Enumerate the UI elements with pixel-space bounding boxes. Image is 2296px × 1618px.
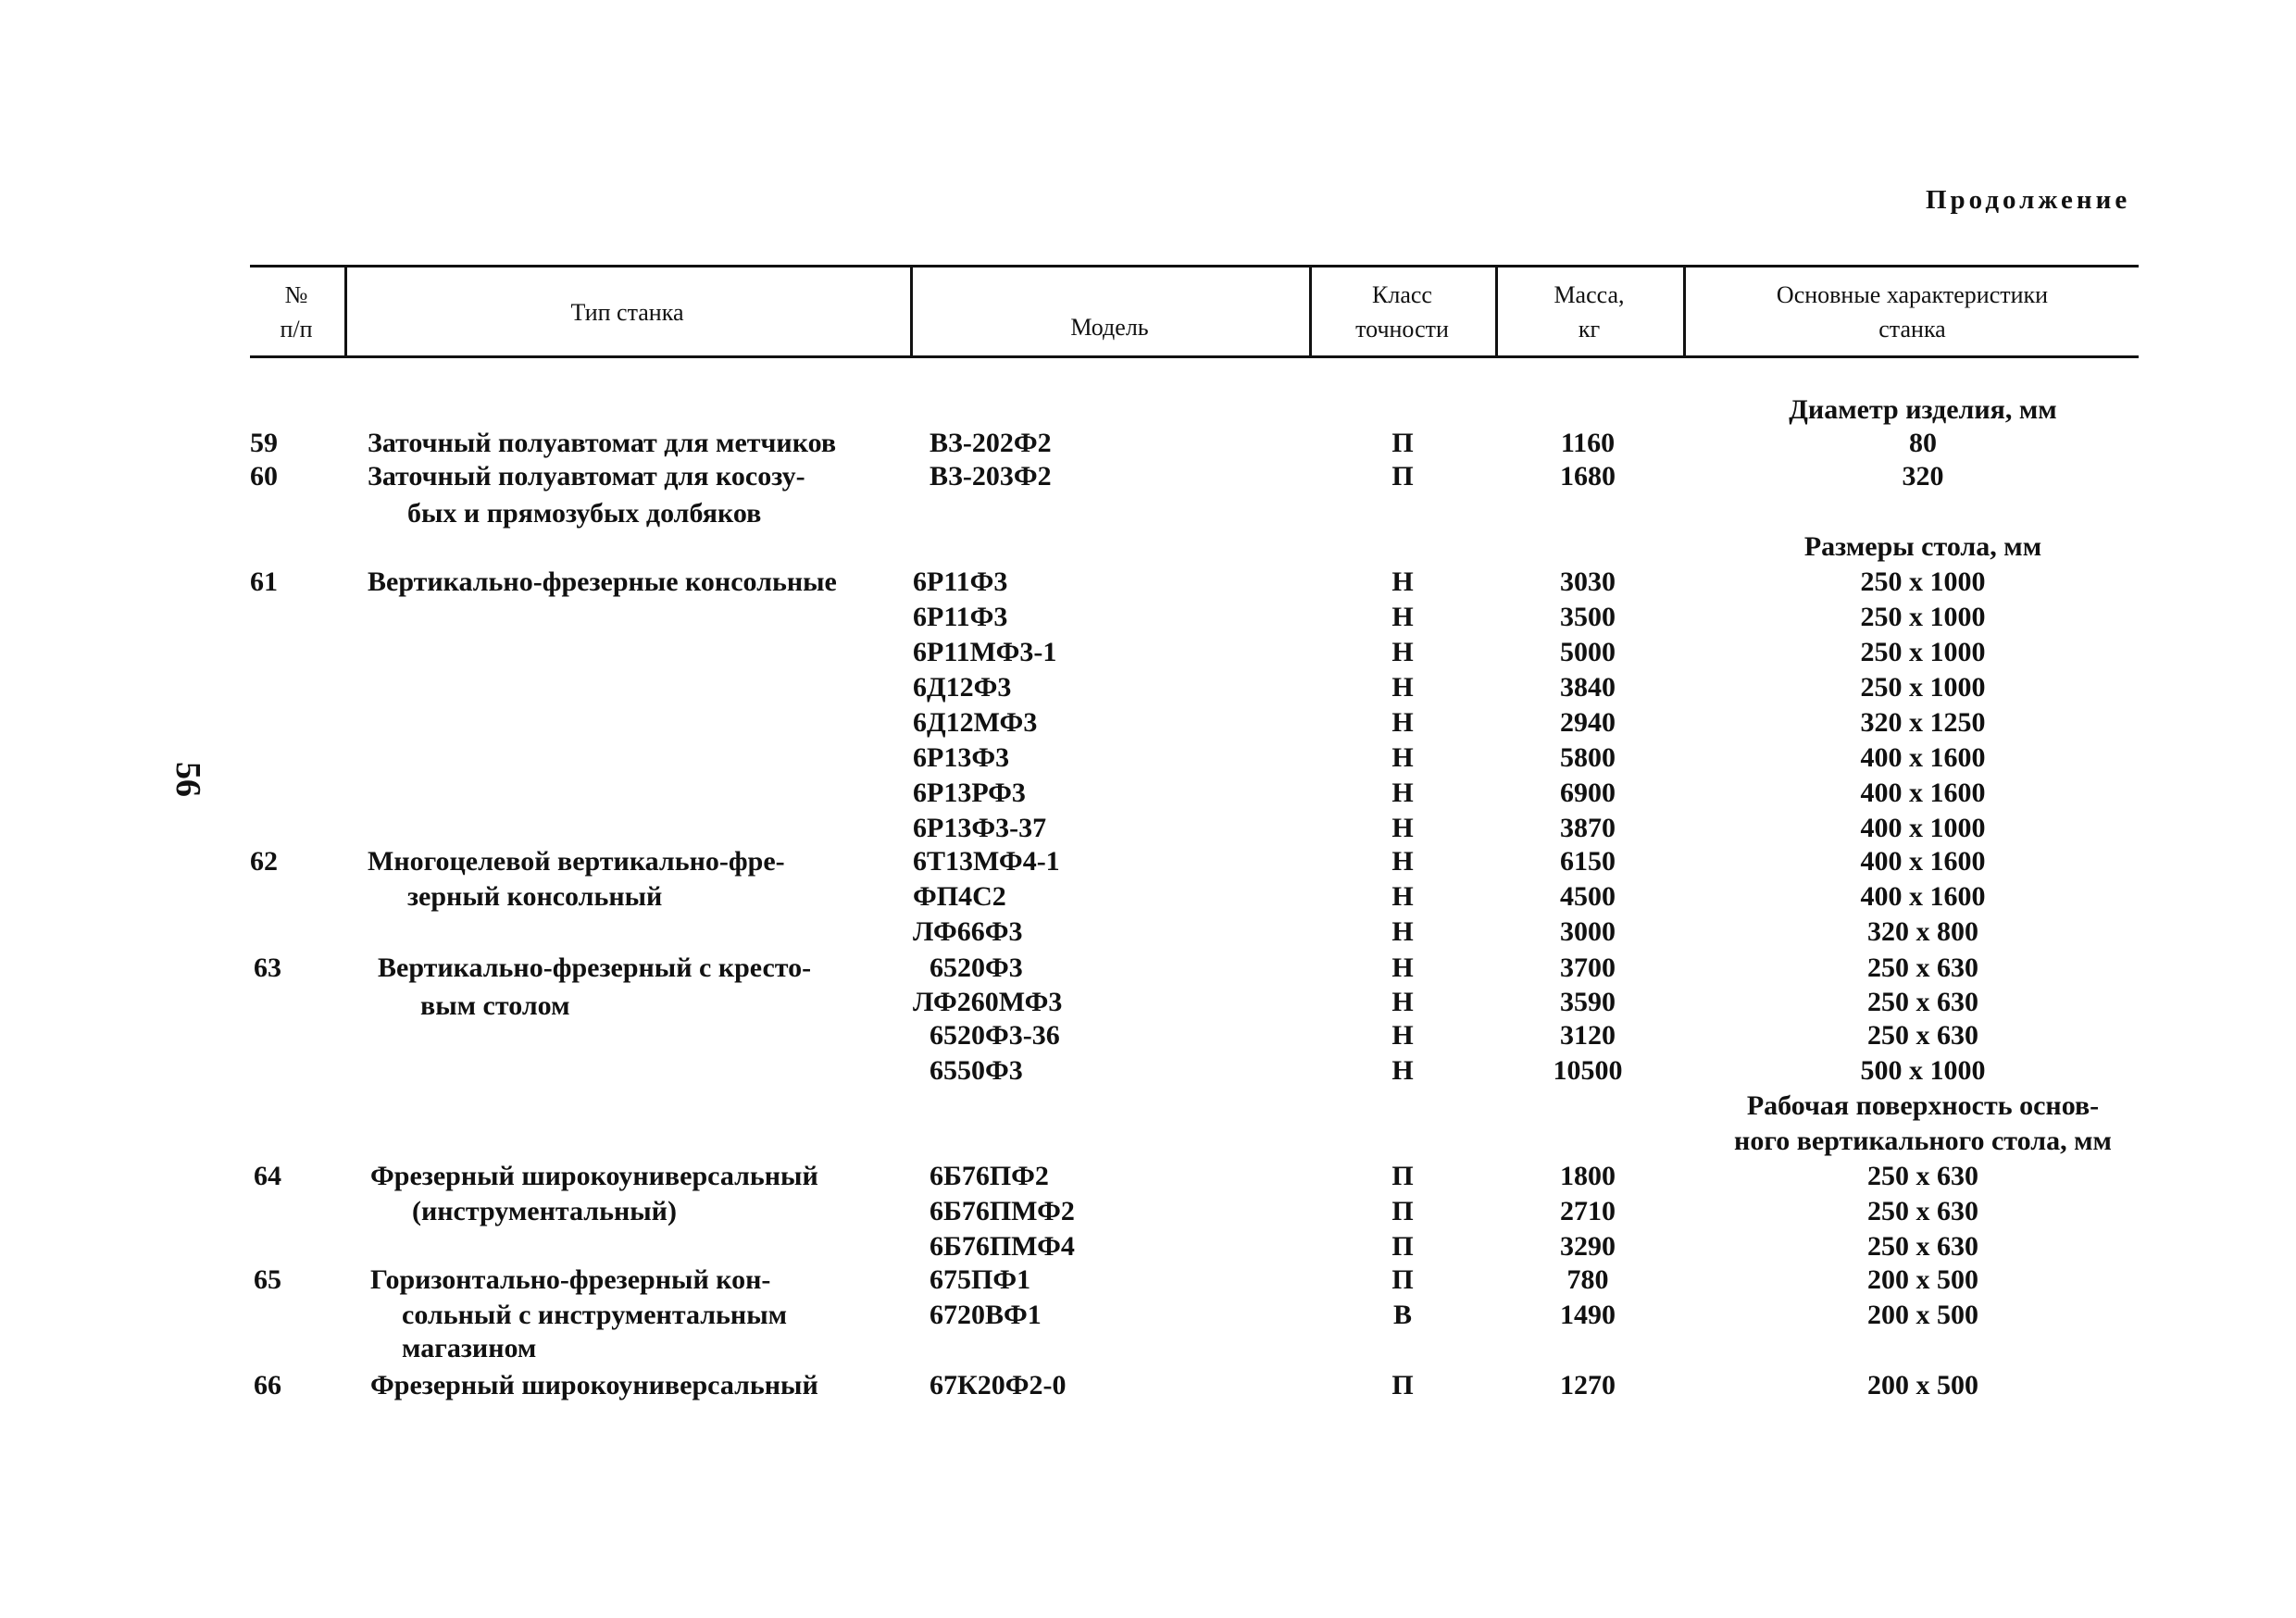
class-cell: П (1391, 428, 1414, 458)
header-model (913, 270, 1306, 368)
row-number: 64 (254, 1161, 281, 1191)
class-cell: П (1391, 1370, 1414, 1400)
model-cell: ЛФ66Ф3 (913, 916, 1023, 947)
characteristic-cell: 250 x 1000 (1860, 566, 1986, 597)
class-cell: Н (1391, 952, 1414, 983)
machine-type: сольный с инструментальным (402, 1300, 788, 1330)
model-cell: 6Д12Ф3 (913, 672, 1012, 703)
subheader-work-surface: ного вертикального стола, мм (1734, 1126, 2112, 1156)
model-cell: 67К20Ф2-0 (930, 1370, 1067, 1400)
row-number: 60 (250, 461, 278, 492)
characteristic-cell: 250 x 630 (1867, 1231, 1978, 1262)
mass-cell: 1160 (1560, 428, 1616, 458)
mass-cell: 3870 (1560, 813, 1616, 843)
class-cell: П (1391, 1196, 1414, 1226)
characteristic-cell: 250 x 1000 (1860, 637, 1986, 667)
mass-cell: 2940 (1560, 707, 1616, 738)
machine-type: Фрезерный широкоуниверсальный (370, 1161, 818, 1191)
class-cell: Н (1391, 846, 1414, 877)
characteristic-cell: 200 x 500 (1867, 1370, 1978, 1400)
characteristic-cell: 400 x 1000 (1860, 813, 1986, 843)
model-cell: 6Б76ПМФ2 (930, 1196, 1075, 1226)
class-cell: Н (1391, 566, 1414, 597)
characteristic-cell: 320 x 1250 (1860, 707, 1986, 738)
class-cell: Н (1391, 1055, 1414, 1086)
mass-cell: 2710 (1560, 1196, 1616, 1226)
header-class-line2: точности (1355, 316, 1449, 342)
class-cell: Н (1391, 916, 1414, 947)
mass-cell: 6150 (1560, 846, 1616, 877)
row-number: 63 (254, 952, 281, 983)
class-cell: Н (1391, 637, 1414, 667)
machine-type: Заточный полуавтомат для метчиков (368, 428, 837, 458)
mass-cell: 3000 (1560, 916, 1616, 947)
header-num-line2: п/п (280, 316, 313, 342)
machine-type: Вертикально-фрезерные консольные (368, 566, 837, 597)
class-cell: Н (1391, 987, 1414, 1017)
model-cell: 6Б76ПМФ4 (930, 1231, 1075, 1262)
characteristic-cell: 500 x 1000 (1860, 1055, 1986, 1086)
class-cell: П (1391, 1264, 1414, 1295)
mass-cell: 3840 (1560, 672, 1616, 703)
characteristic-cell: 400 x 1600 (1860, 742, 1986, 773)
characteristic-cell: 320 (1902, 461, 1944, 492)
characteristic-cell: 320 x 800 (1867, 916, 1978, 947)
model-cell: 6Р13Ф3-37 (913, 813, 1047, 843)
header-class (1312, 270, 1492, 354)
continuation-label: Продолжение (1926, 185, 2131, 215)
model-cell: ВЗ-202Ф2 (930, 428, 1052, 458)
class-cell: Н (1391, 672, 1414, 703)
model-cell: ФП4С2 (913, 881, 1006, 912)
subheader-work-surface: Рабочая поверхность основ- (1746, 1090, 2100, 1121)
model-cell: ЛФ260МФ3 (913, 987, 1063, 1017)
model-cell: 675ПФ1 (930, 1264, 1031, 1295)
model-cell: 6550Ф3 (930, 1055, 1023, 1086)
model-cell: 6Р11МФ3-1 (913, 637, 1057, 667)
subheader-diameter: Диаметр изделия, мм (1789, 394, 2057, 425)
mass-cell: 10500 (1553, 1055, 1623, 1086)
characteristic-cell: 250 x 630 (1867, 987, 1978, 1017)
characteristic-cell: 250 x 1000 (1860, 602, 1986, 632)
characteristic-cell: 400 x 1600 (1860, 881, 1986, 912)
header-class-line1: Класс (1372, 281, 1432, 308)
class-cell: Н (1391, 813, 1414, 843)
row-number: 62 (250, 846, 278, 877)
model-cell: 6Р13РФ3 (913, 778, 1026, 808)
characteristic-cell: 200 x 500 (1867, 1300, 1978, 1330)
mass-cell: 1680 (1560, 461, 1616, 492)
model-cell: 6520Ф3-36 (930, 1020, 1060, 1051)
characteristic-cell: 400 x 1600 (1860, 778, 1986, 808)
class-cell: Н (1391, 707, 1414, 738)
machine-type: Горизонтально-фрезерный кон- (370, 1264, 771, 1295)
machine-type: зерный консольный (407, 881, 663, 912)
row-number: 65 (254, 1264, 281, 1295)
characteristic-cell: 80 (1909, 428, 1937, 458)
mass-cell: 3030 (1560, 566, 1616, 597)
characteristic-cell: 250 x 630 (1867, 1161, 1978, 1191)
class-cell: П (1391, 1161, 1414, 1191)
machine-type: Вертикально-фрезерный с кресто- (378, 952, 812, 983)
mass-cell: 1800 (1560, 1161, 1616, 1191)
header-type-label: Тип станка (570, 298, 684, 326)
mass-cell: 3290 (1560, 1231, 1616, 1262)
header-num (250, 270, 343, 354)
characteristic-cell: 250 x 630 (1867, 1196, 1978, 1226)
class-cell: Н (1391, 778, 1414, 808)
mass-cell: 3500 (1560, 602, 1616, 632)
model-cell: 6720ВФ1 (930, 1300, 1042, 1330)
model-cell: 6Д12МФ3 (913, 707, 1038, 738)
characteristic-cell: 250 x 1000 (1860, 672, 1986, 703)
mass-cell: 4500 (1560, 881, 1616, 912)
class-cell: П (1391, 1231, 1414, 1262)
header-mass-line1: Масса, (1554, 281, 1625, 308)
mass-cell: 1490 (1560, 1300, 1616, 1330)
mass-cell: 6900 (1560, 778, 1616, 808)
machine-type: Заточный полуавтомат для косозу- (368, 461, 805, 492)
model-cell: 6Р11Ф3 (913, 566, 1008, 597)
class-cell: В (1392, 1300, 1412, 1330)
characteristic-cell: 200 x 500 (1867, 1264, 1978, 1295)
model-cell: ВЗ-203Ф2 (930, 461, 1052, 492)
header-model-label: Модель (1070, 313, 1149, 341)
characteristic-cell: 400 x 1600 (1860, 846, 1986, 877)
machine-type: вым столом (420, 990, 570, 1021)
characteristic-cell: 250 x 630 (1867, 1020, 1978, 1051)
page-number: 56 (168, 762, 207, 797)
mass-cell: 3700 (1560, 952, 1616, 983)
model-cell: 6Б76ПФ2 (930, 1161, 1049, 1191)
machine-type: бых и прямозубых долбяков (407, 498, 762, 529)
subheader-table-size: Размеры стола, мм (1803, 531, 2042, 562)
header-char-line1: Основные характеристики (1776, 281, 2049, 308)
row-number: 66 (254, 1370, 281, 1400)
header-num-line1: № (284, 281, 308, 308)
header-mass-line2: кг (1578, 316, 1601, 342)
machine-type: Многоцелевой вертикально-фре- (368, 846, 785, 877)
machine-type: магазином (402, 1333, 537, 1363)
header-char-line2: станка (1878, 316, 1946, 342)
mass-cell: 5800 (1560, 742, 1616, 773)
mass-cell: 780 (1566, 1264, 1609, 1295)
class-cell: Н (1391, 602, 1414, 632)
header-type (347, 270, 907, 354)
header-mass (1498, 270, 1680, 354)
model-cell: 6Т13МФ4-1 (913, 846, 1060, 877)
class-cell: П (1391, 461, 1414, 492)
header-characteristics (1686, 270, 2139, 354)
class-cell: Н (1391, 742, 1414, 773)
model-cell: 6Р11Ф3 (913, 602, 1008, 632)
class-cell: Н (1391, 1020, 1414, 1051)
machine-type: Фрезерный широкоуниверсальный (370, 1370, 818, 1400)
class-cell: Н (1391, 881, 1414, 912)
row-number: 59 (250, 428, 278, 458)
mass-cell: 5000 (1560, 637, 1616, 667)
machine-type: (инструментальный) (412, 1196, 677, 1226)
mass-cell: 3590 (1560, 987, 1616, 1017)
row-number: 61 (250, 566, 278, 597)
characteristic-cell: 250 x 630 (1867, 952, 1978, 983)
model-cell: 6Р13Ф3 (913, 742, 1010, 773)
model-cell: 6520Ф3 (930, 952, 1023, 983)
mass-cell: 1270 (1560, 1370, 1616, 1400)
mass-cell: 3120 (1560, 1020, 1616, 1051)
table-top-rule (250, 265, 2139, 268)
